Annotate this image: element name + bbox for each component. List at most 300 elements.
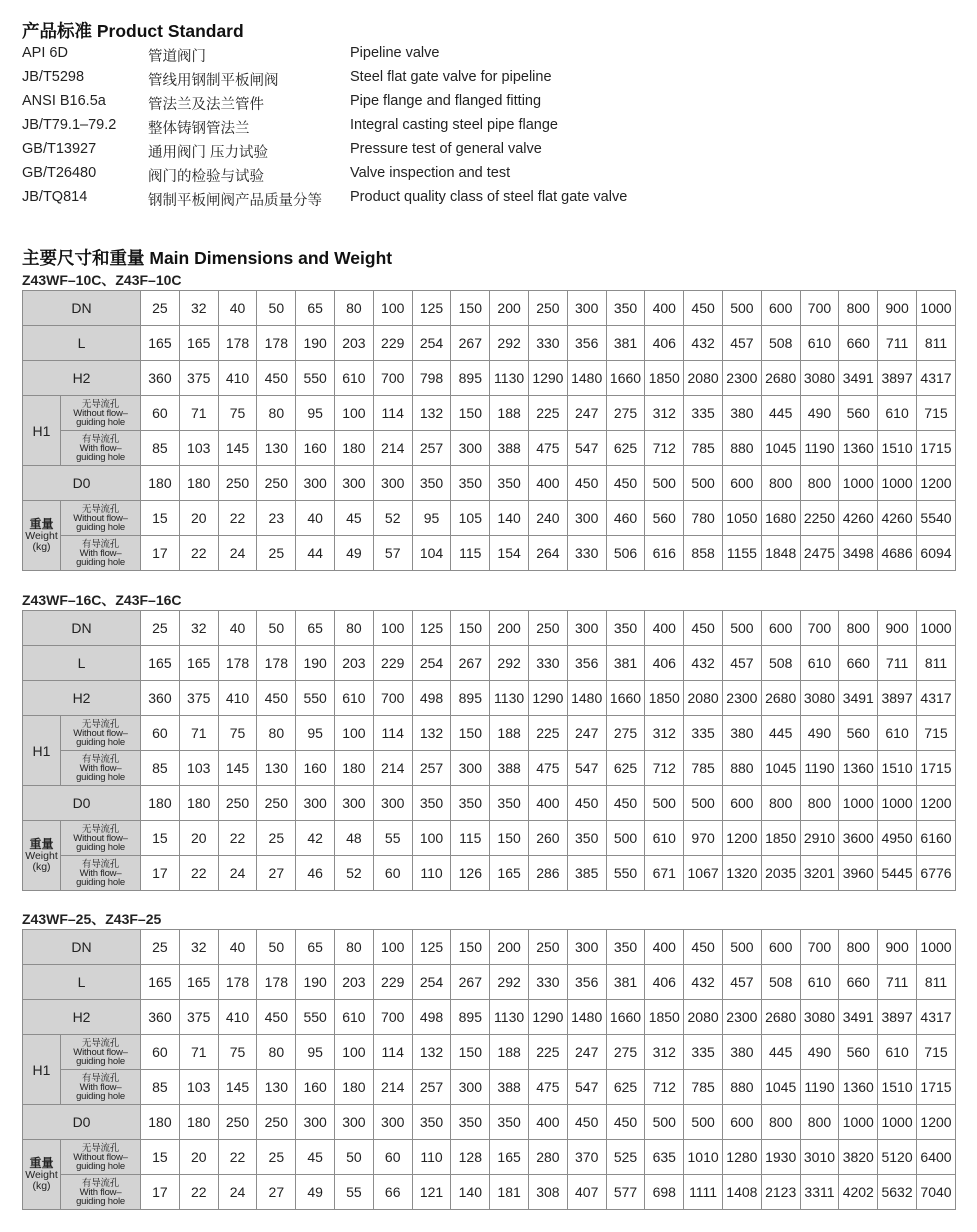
value-cell: 275 <box>606 716 645 751</box>
with-flow-label <box>61 1175 141 1210</box>
without-label-en: Without flow– <box>73 512 128 524</box>
value-cell: 200 <box>490 930 529 965</box>
value-cell: 2910 <box>800 821 839 856</box>
standard-name-en: Steel flat gate valve for pipeline <box>350 69 552 85</box>
value-cell: 140 <box>451 1175 490 1210</box>
value-cell: 600 <box>722 466 761 501</box>
value-cell: 508 <box>761 965 800 1000</box>
value-cell: 300 <box>296 1105 335 1140</box>
value-cell: 1200 <box>916 786 955 821</box>
value-cell: 103 <box>179 431 218 466</box>
value-cell: 2300 <box>722 1000 761 1035</box>
value-cell: 6160 <box>916 821 955 856</box>
value-cell: 375 <box>179 361 218 396</box>
standard-name-en: Pipe flange and flanged fitting <box>350 93 542 109</box>
value-cell: 4317 <box>916 361 955 396</box>
value-cell: 457 <box>722 326 761 361</box>
weight-label <box>23 821 61 891</box>
value-cell: 1200 <box>722 821 761 856</box>
value-cell: 250 <box>257 786 296 821</box>
value-cell: 181 <box>490 1175 529 1210</box>
value-cell: 800 <box>839 930 878 965</box>
value-cell: 250 <box>218 786 257 821</box>
value-cell: 715 <box>916 716 955 751</box>
value-cell: 450 <box>684 930 723 965</box>
value-cell: 610 <box>878 716 917 751</box>
with-label-en: With flow– <box>79 1186 122 1198</box>
value-cell: 6094 <box>916 536 955 571</box>
value-cell: 60 <box>373 856 412 891</box>
value-cell: 3600 <box>839 821 878 856</box>
value-cell: 180 <box>141 1105 180 1140</box>
value-cell: 330 <box>529 646 568 681</box>
value-cell: 300 <box>296 466 335 501</box>
value-cell: 1000 <box>916 291 955 326</box>
value-cell: 312 <box>645 396 684 431</box>
with-label-cn: 有导流孔 <box>81 433 120 445</box>
value-cell: 660 <box>839 646 878 681</box>
value-cell: 22 <box>218 501 257 536</box>
value-cell: 257 <box>412 751 451 786</box>
value-cell: 380 <box>722 1035 761 1070</box>
value-cell: 80 <box>257 716 296 751</box>
h2-row <box>23 681 956 716</box>
value-cell: 23 <box>257 501 296 536</box>
dimensions-heading: 主要尺寸和重量 Main Dimensions and Weight <box>22 248 393 268</box>
value-cell: 1360 <box>839 1070 878 1105</box>
value-cell: 40 <box>218 930 257 965</box>
value-cell: 635 <box>645 1140 684 1175</box>
without-label-en-2: guiding hole <box>76 416 125 428</box>
value-cell: 671 <box>645 856 684 891</box>
value-cell: 49 <box>296 1175 335 1210</box>
value-cell: 388 <box>490 751 529 786</box>
value-cell: 800 <box>761 1105 800 1140</box>
value-cell: 3080 <box>800 681 839 716</box>
with-label-en-2: guiding hole <box>76 876 125 888</box>
value-cell: 715 <box>916 1035 955 1070</box>
value-cell: 400 <box>645 291 684 326</box>
value-cell: 4202 <box>839 1175 878 1210</box>
value-cell: 160 <box>296 431 335 466</box>
value-cell: 330 <box>529 326 568 361</box>
value-cell: 3311 <box>800 1175 839 1210</box>
value-cell: 280 <box>529 1140 568 1175</box>
value-cell: 895 <box>451 1000 490 1035</box>
value-cell: 49 <box>335 536 374 571</box>
value-cell: 154 <box>490 536 529 571</box>
with-flow-label <box>61 751 141 786</box>
d0-label: D0 <box>23 1105 141 1140</box>
value-cell: 550 <box>296 681 335 716</box>
value-cell: 900 <box>878 611 917 646</box>
value-cell: 525 <box>606 1140 645 1175</box>
value-cell: 811 <box>916 326 955 361</box>
value-cell: 300 <box>335 466 374 501</box>
value-cell: 350 <box>412 786 451 821</box>
value-cell: 375 <box>179 681 218 716</box>
value-cell: 500 <box>722 930 761 965</box>
value-cell: 80 <box>257 1035 296 1070</box>
standard-code: GB/T13927 <box>22 141 97 157</box>
standard-name-en: Integral casting steel pipe flange <box>350 117 558 133</box>
value-cell: 125 <box>412 611 451 646</box>
value-cell: 103 <box>179 1070 218 1105</box>
value-cell: 4686 <box>878 536 917 571</box>
weight-without-row <box>23 821 956 856</box>
value-cell: 381 <box>606 965 645 1000</box>
value-cell: 356 <box>567 646 606 681</box>
value-cell: 178 <box>257 646 296 681</box>
value-cell: 350 <box>606 930 645 965</box>
value-cell: 550 <box>296 1000 335 1035</box>
value-cell: 24 <box>218 536 257 571</box>
value-cell: 5445 <box>878 856 917 891</box>
value-cell: 1290 <box>529 1000 568 1035</box>
value-cell: 1130 <box>490 361 529 396</box>
value-cell: 2080 <box>684 681 723 716</box>
value-cell: 165 <box>179 326 218 361</box>
value-cell: 350 <box>451 786 490 821</box>
value-cell: 85 <box>141 1070 180 1105</box>
value-cell: 1000 <box>839 1105 878 1140</box>
value-cell: 17 <box>141 1175 180 1210</box>
without-label-cn: 无导流孔 <box>81 1142 120 1154</box>
value-cell: 450 <box>567 466 606 501</box>
value-cell: 80 <box>335 930 374 965</box>
value-cell: 85 <box>141 431 180 466</box>
value-cell: 432 <box>684 965 723 1000</box>
value-cell: 500 <box>722 291 761 326</box>
weight-label-cn: 重量 <box>29 516 54 531</box>
value-cell: 450 <box>684 291 723 326</box>
value-cell: 508 <box>761 326 800 361</box>
value-cell: 75 <box>218 716 257 751</box>
model-title: Z43WF–25、Z43F–25 <box>22 911 162 927</box>
value-cell: 350 <box>490 466 529 501</box>
value-cell: 1200 <box>916 1105 955 1140</box>
value-cell: 700 <box>800 611 839 646</box>
value-cell: 2680 <box>761 681 800 716</box>
value-cell: 350 <box>451 1105 490 1140</box>
value-cell: 22 <box>179 1175 218 1210</box>
value-cell: 560 <box>839 1035 878 1070</box>
value-cell: 300 <box>451 431 490 466</box>
with-label-cn: 有导流孔 <box>81 538 120 550</box>
value-cell: 300 <box>567 930 606 965</box>
with-label-cn: 有导流孔 <box>81 1072 120 1084</box>
value-cell: 214 <box>373 751 412 786</box>
without-flow-label <box>61 396 141 431</box>
value-cell: 445 <box>761 716 800 751</box>
value-cell: 75 <box>218 396 257 431</box>
h1-label: H1 <box>23 396 61 466</box>
value-cell: 3897 <box>878 1000 917 1035</box>
with-label-en-2: guiding hole <box>76 771 125 783</box>
value-cell: 895 <box>451 361 490 396</box>
value-cell: 24 <box>218 856 257 891</box>
h1-with-row <box>23 1070 956 1105</box>
value-cell: 229 <box>373 646 412 681</box>
value-cell: 2123 <box>761 1175 800 1210</box>
standard-name-en: Pressure test of general valve <box>350 141 542 157</box>
value-cell: 900 <box>878 291 917 326</box>
value-cell: 300 <box>335 786 374 821</box>
without-flow-label <box>61 1035 141 1070</box>
value-cell: 27 <box>257 1175 296 1210</box>
standard-name-en: Product quality class of steel flat gate valve <box>350 189 628 205</box>
value-cell: 900 <box>878 930 917 965</box>
value-cell: 200 <box>490 291 529 326</box>
standard-code: JB/T79.1–79.2 <box>22 117 117 133</box>
value-cell: 312 <box>645 1035 684 1070</box>
value-cell: 550 <box>606 856 645 891</box>
value-cell: 46 <box>296 856 335 891</box>
value-cell: 247 <box>567 396 606 431</box>
value-cell: 811 <box>916 646 955 681</box>
l-label: L <box>23 326 141 361</box>
d0-row <box>23 466 956 501</box>
value-cell: 500 <box>645 466 684 501</box>
value-cell: 380 <box>722 716 761 751</box>
value-cell: 50 <box>257 930 296 965</box>
value-cell: 360 <box>141 1000 180 1035</box>
value-cell: 188 <box>490 1035 529 1070</box>
value-cell: 55 <box>335 1175 374 1210</box>
value-cell: 610 <box>335 361 374 396</box>
value-cell: 711 <box>878 646 917 681</box>
value-cell: 22 <box>218 1140 257 1175</box>
value-cell: 1510 <box>878 1070 917 1105</box>
value-cell: 250 <box>257 1105 296 1140</box>
value-cell: 105 <box>451 501 490 536</box>
value-cell: 3201 <box>800 856 839 891</box>
value-cell: 711 <box>878 965 917 1000</box>
value-cell: 180 <box>335 431 374 466</box>
without-flow-label <box>61 716 141 751</box>
value-cell: 1660 <box>606 681 645 716</box>
value-cell: 600 <box>761 291 800 326</box>
value-cell: 388 <box>490 431 529 466</box>
h1-without-row <box>23 396 956 431</box>
value-cell: 895 <box>451 681 490 716</box>
value-cell: 178 <box>218 646 257 681</box>
value-cell: 15 <box>141 821 180 856</box>
value-cell: 2680 <box>761 1000 800 1035</box>
value-cell: 60 <box>373 1140 412 1175</box>
value-cell: 800 <box>761 786 800 821</box>
value-cell: 450 <box>257 681 296 716</box>
dimension-table <box>22 929 956 1210</box>
value-cell: 190 <box>296 646 335 681</box>
value-cell: 188 <box>490 716 529 751</box>
value-cell: 22 <box>218 821 257 856</box>
value-cell: 229 <box>373 326 412 361</box>
with-label-en-2: guiding hole <box>76 1090 125 1102</box>
value-cell: 1848 <box>761 536 800 571</box>
value-cell: 203 <box>335 326 374 361</box>
value-cell: 20 <box>179 821 218 856</box>
value-cell: 1045 <box>761 751 800 786</box>
with-flow-label <box>61 536 141 571</box>
value-cell: 180 <box>335 1070 374 1105</box>
with-label-en-2: guiding hole <box>76 556 125 568</box>
value-cell: 60 <box>141 716 180 751</box>
value-cell: 560 <box>839 396 878 431</box>
value-cell: 381 <box>606 646 645 681</box>
value-cell: 25 <box>141 930 180 965</box>
value-cell: 100 <box>373 611 412 646</box>
value-cell: 547 <box>567 431 606 466</box>
value-cell: 250 <box>218 1105 257 1140</box>
value-cell: 240 <box>529 501 568 536</box>
value-cell: 500 <box>684 1105 723 1140</box>
value-cell: 165 <box>141 326 180 361</box>
h1-without-row <box>23 716 956 751</box>
value-cell: 2250 <box>800 501 839 536</box>
value-cell: 610 <box>878 396 917 431</box>
dn-label: DN <box>23 291 141 326</box>
value-cell: 50 <box>257 611 296 646</box>
value-cell: 292 <box>490 646 529 681</box>
value-cell: 506 <box>606 536 645 571</box>
value-cell: 50 <box>257 291 296 326</box>
value-cell: 66 <box>373 1175 412 1210</box>
value-cell: 715 <box>916 396 955 431</box>
value-cell: 250 <box>218 466 257 501</box>
value-cell: 1480 <box>567 681 606 716</box>
value-cell: 410 <box>218 1000 257 1035</box>
l-label: L <box>23 646 141 681</box>
value-cell: 5540 <box>916 501 955 536</box>
standard-code: GB/T26480 <box>22 165 97 181</box>
value-cell: 267 <box>451 965 490 1000</box>
weight-label-en: Weight <box>25 849 58 862</box>
l-label: L <box>23 965 141 1000</box>
weight-label-cn: 重量 <box>29 836 54 851</box>
value-cell: 1930 <box>761 1140 800 1175</box>
value-cell: 100 <box>373 291 412 326</box>
value-cell: 110 <box>412 1140 451 1175</box>
standard-name-en: Valve inspection and test <box>350 165 511 181</box>
value-cell: 400 <box>529 1105 568 1140</box>
value-cell: 800 <box>761 466 800 501</box>
value-cell: 880 <box>722 1070 761 1105</box>
dn-label: DN <box>23 611 141 646</box>
with-label-cn: 有导流孔 <box>81 753 120 765</box>
standard-name-cn: 整体铸钢管法兰 <box>148 121 250 137</box>
value-cell: 300 <box>335 1105 374 1140</box>
value-cell: 450 <box>257 361 296 396</box>
value-cell: 165 <box>179 646 218 681</box>
h1-label: H1 <box>23 716 61 786</box>
value-cell: 254 <box>412 646 451 681</box>
value-cell: 625 <box>606 431 645 466</box>
value-cell: 970 <box>684 821 723 856</box>
standard-name-en: Pipeline valve <box>350 45 440 61</box>
value-cell: 450 <box>567 786 606 821</box>
value-cell: 450 <box>257 1000 296 1035</box>
value-cell: 660 <box>839 326 878 361</box>
value-cell: 1510 <box>878 751 917 786</box>
value-cell: 490 <box>800 396 839 431</box>
value-cell: 2680 <box>761 361 800 396</box>
h2-row <box>23 1000 956 1035</box>
with-label-en: With flow– <box>79 762 122 774</box>
l-row <box>23 646 956 681</box>
value-cell: 1050 <box>722 501 761 536</box>
value-cell: 165 <box>141 965 180 1000</box>
value-cell: 798 <box>412 361 451 396</box>
value-cell: 178 <box>218 965 257 1000</box>
without-label-cn: 无导流孔 <box>81 398 120 410</box>
without-label-cn: 无导流孔 <box>81 823 120 835</box>
value-cell: 44 <box>296 536 335 571</box>
value-cell: 400 <box>529 786 568 821</box>
value-cell: 103 <box>179 751 218 786</box>
h1-with-row <box>23 751 956 786</box>
value-cell: 180 <box>335 751 374 786</box>
value-cell: 350 <box>606 611 645 646</box>
value-cell: 406 <box>645 965 684 1000</box>
value-cell: 500 <box>645 1105 684 1140</box>
value-cell: 2475 <box>800 536 839 571</box>
value-cell: 60 <box>141 1035 180 1070</box>
value-cell: 308 <box>529 1175 568 1210</box>
value-cell: 3820 <box>839 1140 878 1175</box>
value-cell: 610 <box>645 821 684 856</box>
standard-name-cn: 管法兰及法兰管件 <box>148 97 264 113</box>
value-cell: 20 <box>179 1140 218 1175</box>
value-cell: 410 <box>218 681 257 716</box>
value-cell: 785 <box>684 1070 723 1105</box>
weight-without-row <box>23 501 956 536</box>
value-cell: 300 <box>567 291 606 326</box>
value-cell: 350 <box>606 291 645 326</box>
value-cell: 5632 <box>878 1175 917 1210</box>
value-cell: 150 <box>451 291 490 326</box>
value-cell: 80 <box>335 611 374 646</box>
value-cell: 40 <box>218 611 257 646</box>
value-cell: 350 <box>490 786 529 821</box>
with-label-en: With flow– <box>79 442 122 454</box>
value-cell: 1000 <box>839 786 878 821</box>
model-title: Z43WF–10C、Z43F–10C <box>22 272 182 288</box>
value-cell: 150 <box>451 930 490 965</box>
value-cell: 335 <box>684 396 723 431</box>
value-cell: 2035 <box>761 856 800 891</box>
value-cell: 600 <box>722 786 761 821</box>
value-cell: 2300 <box>722 681 761 716</box>
value-cell: 132 <box>412 396 451 431</box>
value-cell: 712 <box>645 1070 684 1105</box>
value-cell: 2300 <box>722 361 761 396</box>
value-cell: 225 <box>529 716 568 751</box>
dn-row <box>23 291 956 326</box>
value-cell: 1480 <box>567 361 606 396</box>
value-cell: 1360 <box>839 751 878 786</box>
value-cell: 1280 <box>722 1140 761 1175</box>
value-cell: 445 <box>761 1035 800 1070</box>
value-cell: 6400 <box>916 1140 955 1175</box>
value-cell: 1320 <box>722 856 761 891</box>
l-row <box>23 326 956 361</box>
value-cell: 165 <box>490 1140 529 1175</box>
value-cell: 577 <box>606 1175 645 1210</box>
value-cell: 229 <box>373 965 412 1000</box>
value-cell: 214 <box>373 431 412 466</box>
value-cell: 1067 <box>684 856 723 891</box>
